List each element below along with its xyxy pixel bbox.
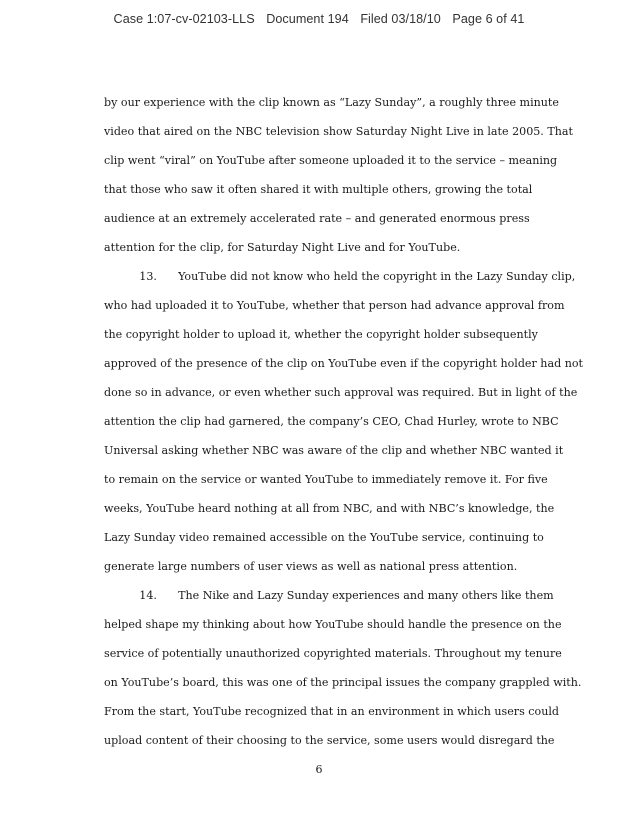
case-header bbox=[0, 12, 638, 26]
text-line: who had uploaded it to YouTube, whether that person had advance approval from bbox=[104, 299, 565, 312]
text-line: upload content of their choosing to the service, some users would disregard the bbox=[104, 734, 555, 747]
paragraph-13-start: 13. YouTube did not know who held the copyright in the Lazy Sunday clip, bbox=[104, 270, 576, 283]
text-line: that those who saw it often shared it with multiple others, growing the total bbox=[104, 183, 533, 196]
filed-date: Filed 03/18/10 bbox=[360, 12, 441, 26]
page-number: 6 bbox=[315, 763, 323, 776]
text-line: audience at an extremely accelerated rate – and generated enormous press bbox=[104, 212, 530, 225]
text-line: service of potentially unauthorized copyrighted materials. Throughout my tenure bbox=[104, 647, 562, 660]
document-number: Document 194 bbox=[266, 12, 349, 26]
case-number: Case 1:07-cv-02103-LLS bbox=[113, 12, 255, 26]
text-line: to remain on the service or wanted YouTube to immediately remove it. For five bbox=[104, 473, 548, 486]
text-line: done so in advance, or even whether such approval was required. But in light of the bbox=[104, 386, 578, 399]
page-info: Page 6 of 41 bbox=[452, 12, 525, 26]
text-line: by our experience with the clip known as “Lazy Sunday”, a roughly three minute bbox=[104, 96, 559, 109]
text-line: helped shape my thinking about how YouTube should handle the presence on the bbox=[104, 618, 562, 631]
text-line: weeks, YouTube heard nothing at all from NBC, and with NBC’s knowledge, the bbox=[104, 502, 555, 515]
text-line: From the start, YouTube recognized that in an environment in which users could bbox=[104, 705, 559, 718]
text-line: attention the clip had garnered, the company’s CEO, Chad Hurley, wrote to NBC bbox=[104, 415, 559, 428]
text-line: the copyright holder to upload it, whether the copyright holder subsequently bbox=[104, 328, 538, 341]
text-line: on YouTube’s board, this was one of the principal issues the company grappled with. bbox=[104, 676, 582, 689]
text-line: attention for the clip, for Saturday Night Live and for YouTube. bbox=[104, 241, 461, 254]
text-line: clip went “viral” on YouTube after someone uploaded it to the service – meaning bbox=[104, 154, 558, 167]
text-line: Lazy Sunday video remained accessible on the YouTube service, continuing to bbox=[104, 531, 544, 544]
text-line: video that aired on the NBC television show Saturday Night Live in late 2005. That bbox=[104, 125, 573, 138]
paragraph-14-start: 14. The Nike and Lazy Sunday experiences and many others like them bbox=[104, 589, 554, 602]
text-line: approved of the presence of the clip on YouTube even if the copyright holder had not bbox=[104, 357, 583, 370]
text-line: Universal asking whether NBC was aware of the clip and whether NBC wanted it bbox=[104, 444, 564, 457]
text-line: generate large numbers of user views as well as national press attention. bbox=[104, 560, 518, 573]
